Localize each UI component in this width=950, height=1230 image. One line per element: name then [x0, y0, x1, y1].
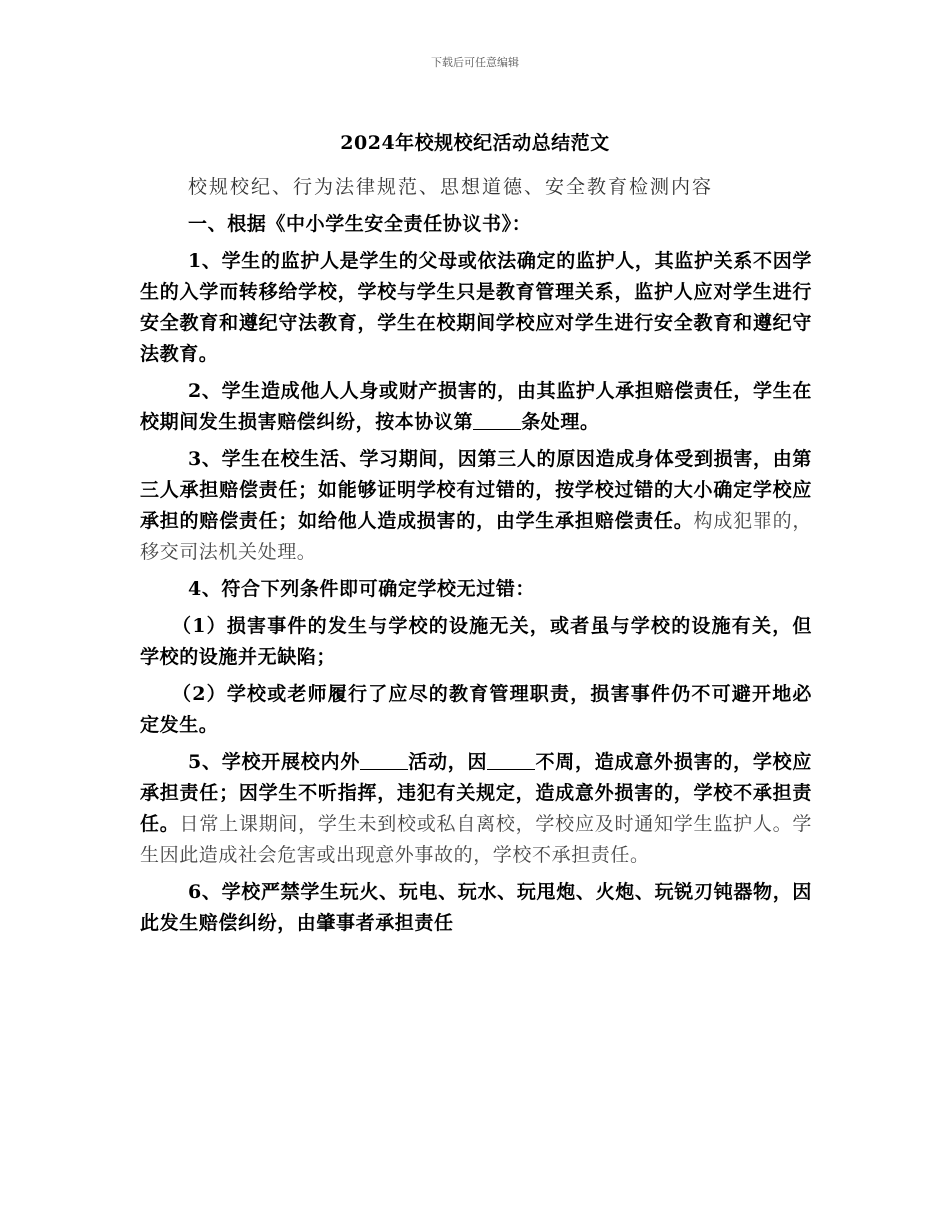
clause-5-text-b: 活动，因	[408, 751, 488, 773]
clause-4-item-1: （1）损害事件的发生与学校的设施无关，或者虽与学校的设施有关，但学校的设施并无缺陷；	[140, 615, 812, 668]
clause-3-text: 3、学生在校生活、学习期间，因第三人的原因造成身体受到损害，由第三人承担赔偿责任；如能够证明学校有过错的，按学校过错的大小确定学校应承担的赔偿责任；如给他人造成损害的，由学生承担赔偿责任。	[140, 448, 812, 532]
intro-paragraph: 校规校纪、行为法律规范、思想道德、安全教育检测内容	[188, 176, 714, 198]
clause-5	[140, 747, 812, 871]
clause-2-end: 条处理。	[521, 411, 600, 433]
document-body	[140, 172, 812, 945]
clause-3	[140, 444, 812, 568]
clause-6: 6、学校严禁学生玩火、玩电、玩水、玩甩炮、火炮、玩锐刃钝器物，因此发生赔偿纠纷，由肇事者承担责任	[140, 881, 812, 934]
clause-2	[140, 376, 812, 438]
clause-1: 1、学生的监护人是学生的父母或依法确定的监护人，其监护关系不因学生的入学而转移给学校，学校与学生只是教育管理关系，监护人应对学生进行安全教育和遵纪守法教育，学生在校期间学校应对学生进行安全教育和遵纪守法教育。	[140, 250, 812, 365]
clause-3-note: 构成犯罪的，移交司法机关处理。	[140, 510, 812, 563]
clause-5-text-a: 5、学校开展校内外	[188, 751, 361, 773]
clause-5-note: 日常上课期间，学生未到校或私自离校，学校应及时通知学生监护人。学生因此造成社会危害或出现意外事故的，学校不承担责任。	[140, 813, 813, 866]
blank-underline	[360, 751, 408, 770]
document-title: 2024年校规校纪活动总结范文	[340, 132, 610, 154]
clause-5-text-c: 不周，造成意外损害的，学校应承担责任；因学生不听指挥，违犯有关规定，造成意外损害的，学校不承担责任。	[140, 751, 812, 835]
blank-underline	[487, 751, 535, 770]
clause-4-item-2: （2）学校或老师履行了应尽的教育管理职责，损害事件仍不可避开地必定发生。	[140, 683, 812, 736]
blank-underline	[473, 411, 521, 430]
page-header: 下载后可任意编辑	[431, 56, 519, 69]
section-heading: 一、根据《中小学生安全责任协议书》：	[188, 213, 532, 235]
clause-2-text: 2、学生造成他人人身或财产损害的，由其监护人承担赔偿责任，学生在校期间发生损害赔偿纠纷，按本协议第	[140, 380, 812, 433]
clause-4: 4、符合下列条件即可确定学校无过错：	[188, 578, 536, 600]
